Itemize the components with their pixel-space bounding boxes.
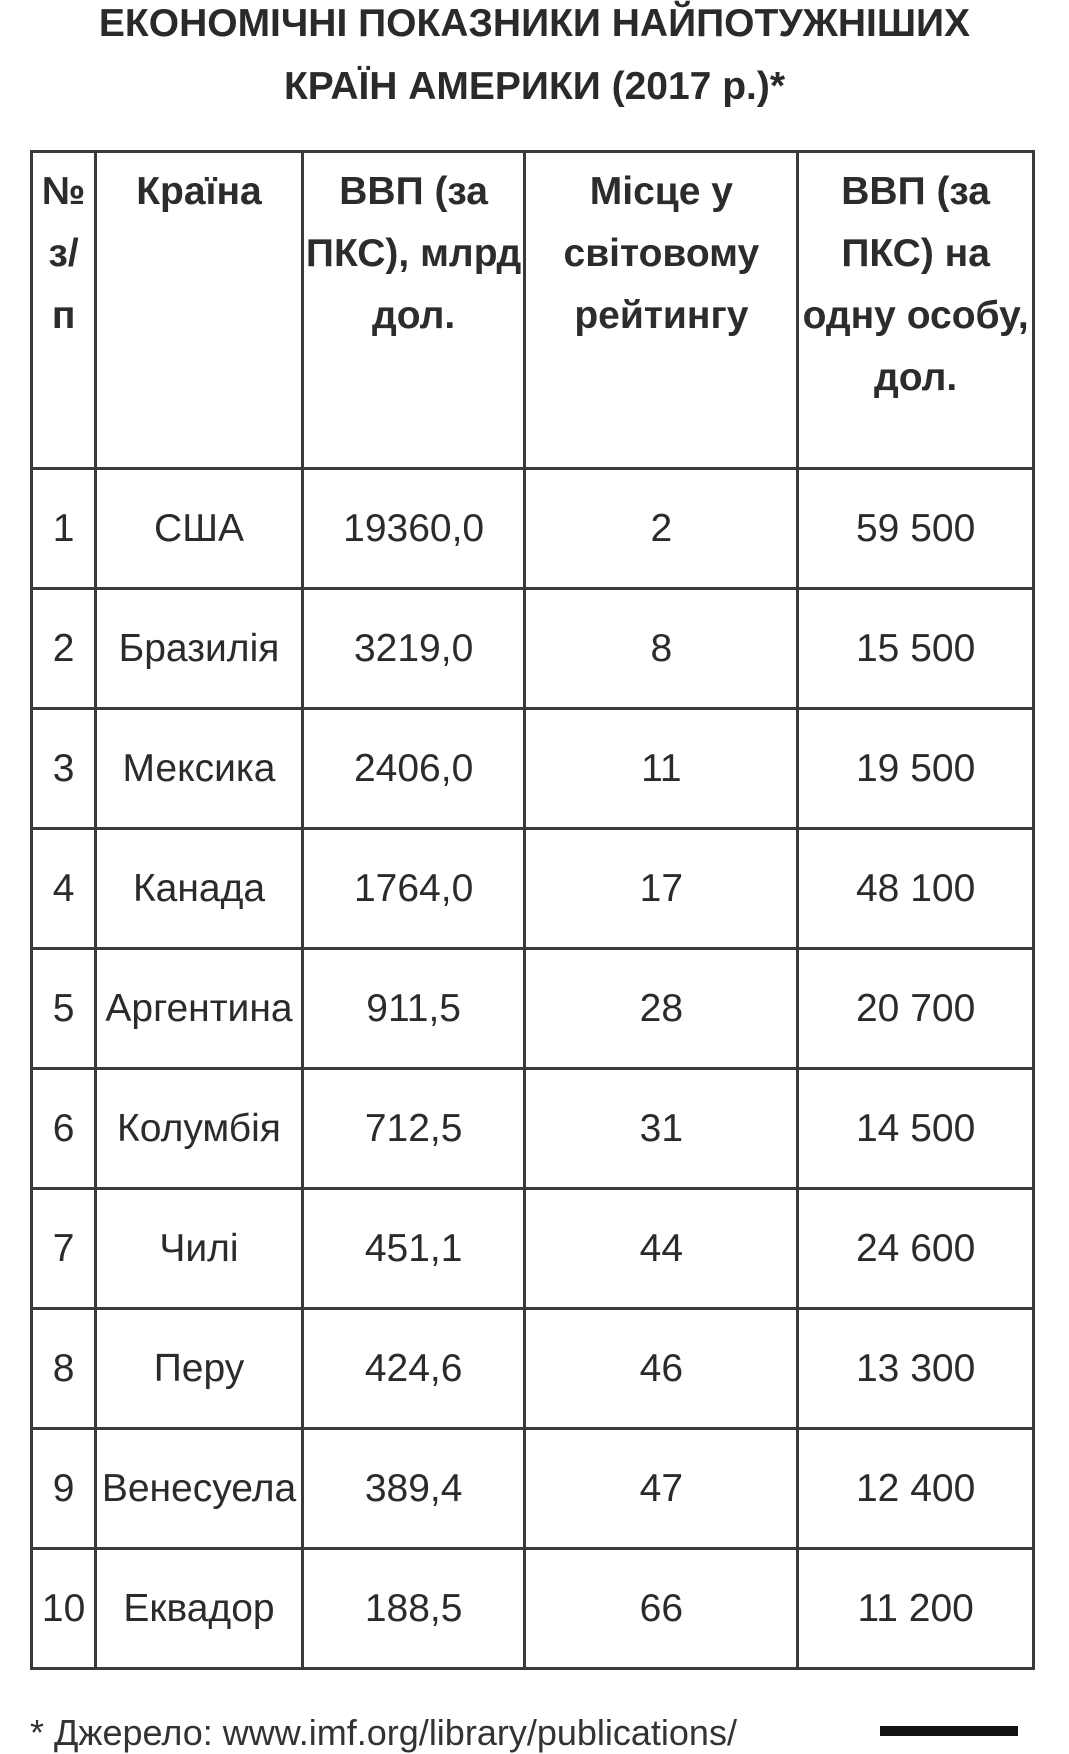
- title-line-1: ЕКОНОМІЧНІ ПОКАЗНИКИ НАЙПОТУЖНІШИХ: [98, 2, 971, 45]
- cell-per-capita: 14 500: [798, 1069, 1034, 1189]
- header-gdp: ВВП (за ПКС), млрд дол.: [302, 152, 525, 469]
- page-title: [0, 0, 1069, 118]
- cell-rank: 28: [525, 949, 798, 1069]
- cell-country: Бразилія: [96, 589, 303, 709]
- cell-country: Колумбія: [96, 1069, 303, 1189]
- cell-country: США: [96, 469, 303, 589]
- cell-country: Еквадор: [96, 1549, 303, 1669]
- footnote: * Джерело: www.imf.org/library/publications/: [30, 1712, 737, 1753]
- cell-country: Венесуела: [96, 1429, 303, 1549]
- cell-num: 4: [32, 829, 96, 949]
- cell-rank: 11: [525, 709, 798, 829]
- cell-per-capita: 48 100: [798, 829, 1034, 949]
- cell-rank: 66: [525, 1549, 798, 1669]
- cell-country: Чилі: [96, 1189, 303, 1309]
- cell-gdp: 3219,0: [302, 589, 525, 709]
- cell-rank: 31: [525, 1069, 798, 1189]
- table-row: [32, 1549, 1034, 1669]
- title-line-2: КРАЇН АМЕРИКИ (2017 р.)*: [283, 65, 786, 108]
- cell-gdp: 389,4: [302, 1429, 525, 1549]
- cell-gdp: 1764,0: [302, 829, 525, 949]
- cell-gdp: 451,1: [302, 1189, 525, 1309]
- cell-gdp: 19360,0: [302, 469, 525, 589]
- cell-per-capita: 59 500: [798, 469, 1034, 589]
- cell-country: Мексика: [96, 709, 303, 829]
- table-row: [32, 589, 1034, 709]
- cell-rank: 47: [525, 1429, 798, 1549]
- cell-gdp: 911,5: [302, 949, 525, 1069]
- cell-num: 10: [32, 1549, 96, 1669]
- table-row: [32, 829, 1034, 949]
- table-row: [32, 1189, 1034, 1309]
- cell-per-capita: 11 200: [798, 1549, 1034, 1669]
- header-country: Країна: [96, 152, 303, 469]
- table-row: [32, 1309, 1034, 1429]
- cell-per-capita: 15 500: [798, 589, 1034, 709]
- cell-num: 6: [32, 1069, 96, 1189]
- cell-per-capita: 24 600: [798, 1189, 1034, 1309]
- cell-per-capita: 20 700: [798, 949, 1034, 1069]
- cell-rank: 46: [525, 1309, 798, 1429]
- cell-num: 3: [32, 709, 96, 829]
- economic-indicators-table: [30, 150, 1035, 1670]
- cell-gdp: 2406,0: [302, 709, 525, 829]
- cell-per-capita: 13 300: [798, 1309, 1034, 1429]
- cell-per-capita: 19 500: [798, 709, 1034, 829]
- table-row: [32, 469, 1034, 589]
- overlay-block: [880, 1726, 1018, 1736]
- cell-num: 2: [32, 589, 96, 709]
- cell-rank: 2: [525, 469, 798, 589]
- cell-num: 1: [32, 469, 96, 589]
- cell-gdp: 712,5: [302, 1069, 525, 1189]
- cell-rank: 44: [525, 1189, 798, 1309]
- cell-country: Перу: [96, 1309, 303, 1429]
- cell-rank: 8: [525, 589, 798, 709]
- cell-num: 9: [32, 1429, 96, 1549]
- header-row: [32, 152, 1034, 469]
- cell-rank: 17: [525, 829, 798, 949]
- cell-num: 5: [32, 949, 96, 1069]
- table-row: [32, 709, 1034, 829]
- header-rank: Місце у світовому рейтингу: [525, 152, 798, 469]
- table-row: [32, 1069, 1034, 1189]
- cell-num: 7: [32, 1189, 96, 1309]
- header-num: № з/ п: [32, 152, 96, 469]
- cell-per-capita: 12 400: [798, 1429, 1034, 1549]
- table-row: [32, 1429, 1034, 1549]
- cell-gdp: 188,5: [302, 1549, 525, 1669]
- cell-country: Аргентина: [96, 949, 303, 1069]
- cell-num: 8: [32, 1309, 96, 1429]
- cell-country: Канада: [96, 829, 303, 949]
- cell-gdp: 424,6: [302, 1309, 525, 1429]
- header-per-capita: ВВП (за ПКС) на одну особу, дол.: [798, 152, 1034, 469]
- table-row: [32, 949, 1034, 1069]
